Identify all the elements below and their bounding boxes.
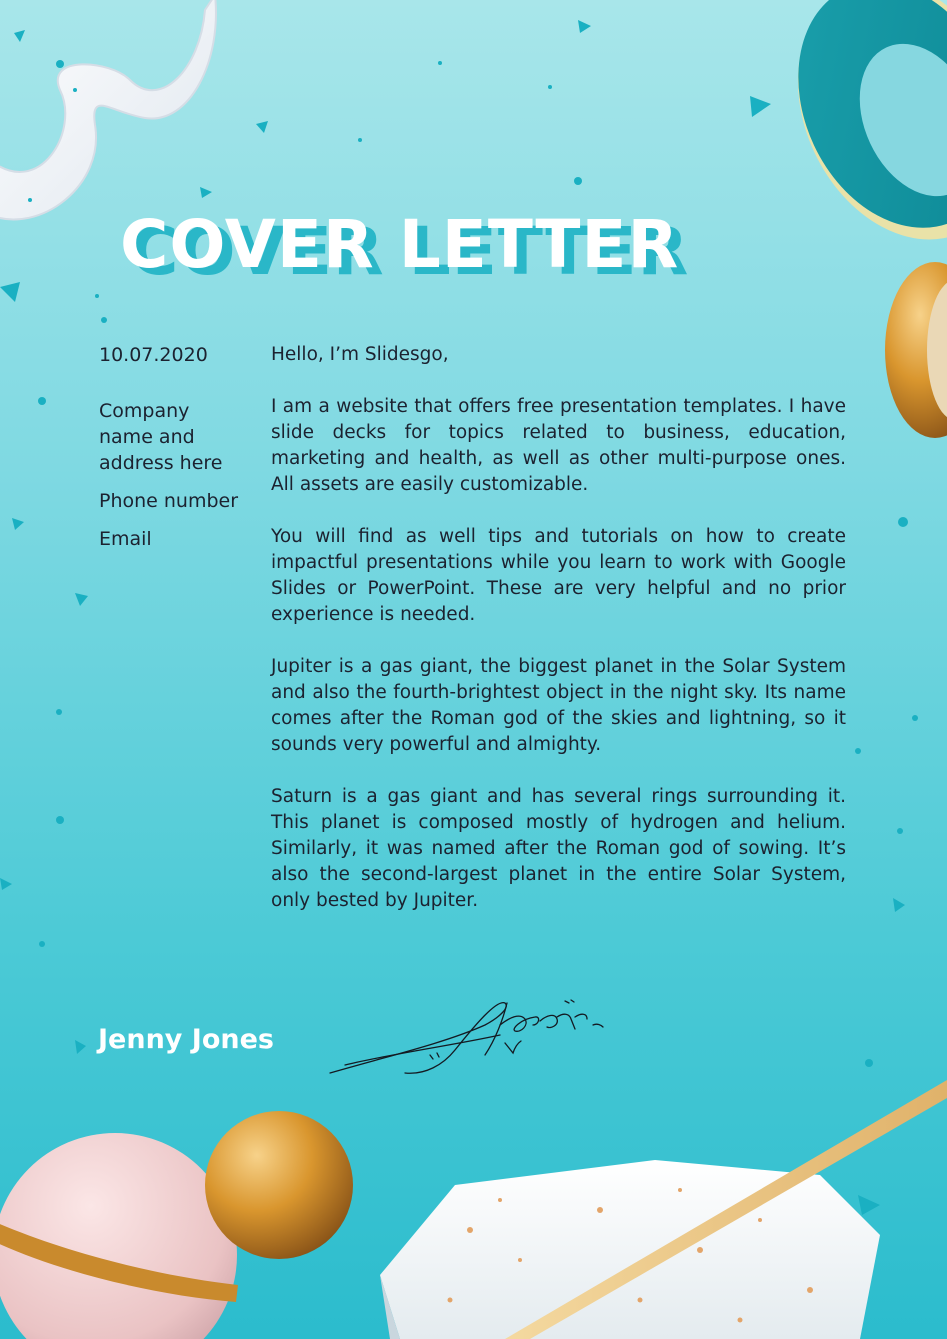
gold-sphere-decoration bbox=[205, 1111, 353, 1259]
teal-ring-decoration bbox=[757, 0, 947, 275]
handwritten-signature bbox=[325, 995, 615, 1085]
letter-paragraph: Saturn is a gas giant and has several rings surrounding it. This planet is composed mostly of hydrogen and helium. Similarly, it was named after the Roman god of sowing. It’s also the second-largest planet in the entire Solar System, only bested by Jupiter. bbox=[271, 786, 846, 911]
sender-info bbox=[99, 342, 249, 552]
letter-paragraph: You will find as well tips and tutorials on how to create impactful presentations while you learn to work with Google Slides or PowerPoint. These are very helpful and no prior experience is needed. bbox=[271, 526, 846, 625]
letter-greeting: Hello, I’m Slidesgo, bbox=[271, 344, 449, 365]
page-title: COVER LETTER bbox=[120, 206, 680, 283]
phone-number: Phone number bbox=[99, 490, 239, 512]
letter-date: 10.07.2020 bbox=[99, 344, 208, 366]
email-address: Email bbox=[99, 528, 152, 550]
pink-sphere-decoration bbox=[0, 1133, 238, 1339]
company-address: Company name and address here bbox=[99, 400, 223, 474]
stone-slab-decoration bbox=[380, 1160, 880, 1339]
signer-name: Jenny Jones bbox=[98, 1024, 275, 1055]
letter-paragraph: I am a website that offers free presentation templates. I have slide decks for topics related to business, education, marketing and health, as well as other multi-purpose ones. All assets are easily customizable. bbox=[271, 396, 846, 495]
letter-paragraph: Jupiter is a gas giant, the biggest planet in the Solar System and also the fourth-brightest object in the night sky. Its name comes after the Roman god of the skies and lightning, so it sounds very powerful and almighty. bbox=[271, 656, 846, 755]
ribbon-decoration bbox=[0, 0, 216, 219]
letter-body bbox=[271, 342, 846, 940]
gold-ring-decoration bbox=[885, 262, 947, 438]
